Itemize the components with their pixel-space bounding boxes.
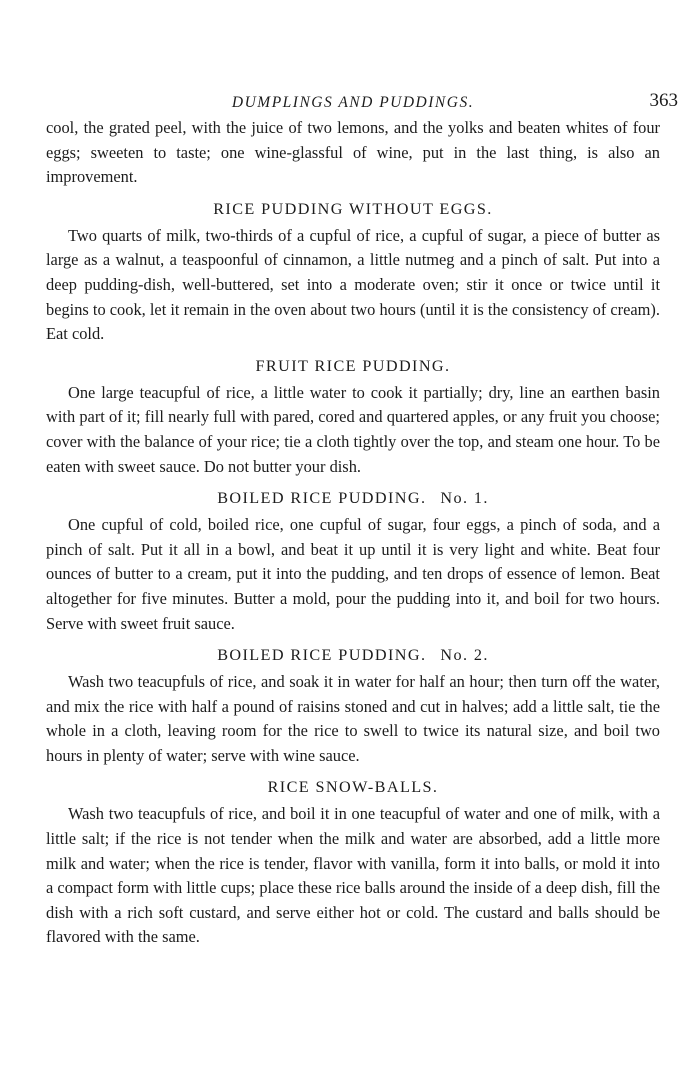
recipe-title-text: BOILED RICE PUDDING. [217, 646, 427, 665]
recipe-title [46, 645, 660, 665]
recipe-title-text: FRUIT RICE PUDDING. [255, 356, 451, 375]
page-number: 363 [649, 90, 678, 111]
recipe-body: One large teacupful of rice, a little water to cook it partially; dry, line an earthen basin with part of it; fill nearly full with pared, cored and quartered apples, or any fruit you choose; cover with the balance of your rice; tie a cloth tightly over the top, and steam one hour. To be eaten with sweet sauce. Do not butter your dish. [46, 382, 660, 476]
recipe-rice-pudding-without-eggs [46, 199, 660, 347]
recipe-boiled-rice-pudding-1 [46, 488, 660, 636]
recipe-body: Wash two teacupfuls of rice, and soak it in water for half an hour; then turn off the water, and mix the rice with half a pound of raisins stoned and cut in halves; add a little salt, tie the whole in a cloth, leaving room for the rice to swell to twice its natural size, and boil two hours in plenty of water; serve with wine sauce. [46, 672, 660, 765]
recipe-body: Wash two teacupfuls of rice, and boil it in one teacupful of water and one of milk, with a little salt; if the rice is not tender when the milk and water are absorbed, add a little more milk and water; when the rice is tender, flavor with vanilla, form it into balls, or mold it into a compact form with little cups; place these rice balls around the inside of a deep dish, fill the dish with a rich soft custard, and serve either hot or cold. The custard and balls should be flavored with the same. [46, 804, 660, 947]
recipe-number: No. 1. [440, 489, 489, 508]
book-page [46, 86, 678, 950]
recipe-title [46, 199, 660, 219]
recipe-rice-snow-balls [46, 777, 660, 950]
recipe-boiled-rice-pudding-2 [46, 645, 660, 768]
recipe-title [46, 777, 660, 797]
recipe-title-text: RICE PUDDING WITHOUT EGGS. [213, 199, 493, 218]
recipe-body: Two quarts of milk, two-thirds of a cupful of rice, a cupful of sugar, a piece of butter as large as a walnut, a teaspoonful of cinnamon, a little nutmeg and a pinch of salt. Put into a deep pudding-dish, well-buttered, set into a moderate oven; stir it once or twice until it begins to cook, let it remain in the oven about two hours (until it is the consistency of cream). Eat cold. [46, 225, 660, 344]
running-head [46, 86, 678, 116]
recipe-fruit-rice-pudding [46, 356, 660, 479]
recipe-body: One cupful of cold, boiled rice, one cupful of sugar, four eggs, a pinch of soda, and a pinch of salt. Put it all in a bowl, and beat it up until it is very light and white. Beat four ounces of butter to a cream, put it into the pudding, and ten drops of essence of lemon. Beat altogether for five minutes. Butter a mold, pour the pudding into it, and boil for two hours. Serve with sweet fruit sauce. [46, 515, 660, 633]
running-title: DUMPLINGS AND PUDDINGS. [231, 94, 475, 111]
recipe-title-text: RICE SNOW-BALLS. [267, 778, 439, 797]
continuation-paragraph: cool, the grated peel, with the juice of two lemons, and the yolks and beaten whites of four eggs; sweeten to taste; one wine-glassful of wine, put in the last thing, is also an improvement. [46, 118, 660, 187]
recipe-title [46, 488, 660, 508]
recipe-title-text: BOILED RICE PUDDING. [217, 489, 427, 508]
recipe-title [46, 356, 660, 376]
recipe-number: No. 2. [440, 646, 489, 665]
